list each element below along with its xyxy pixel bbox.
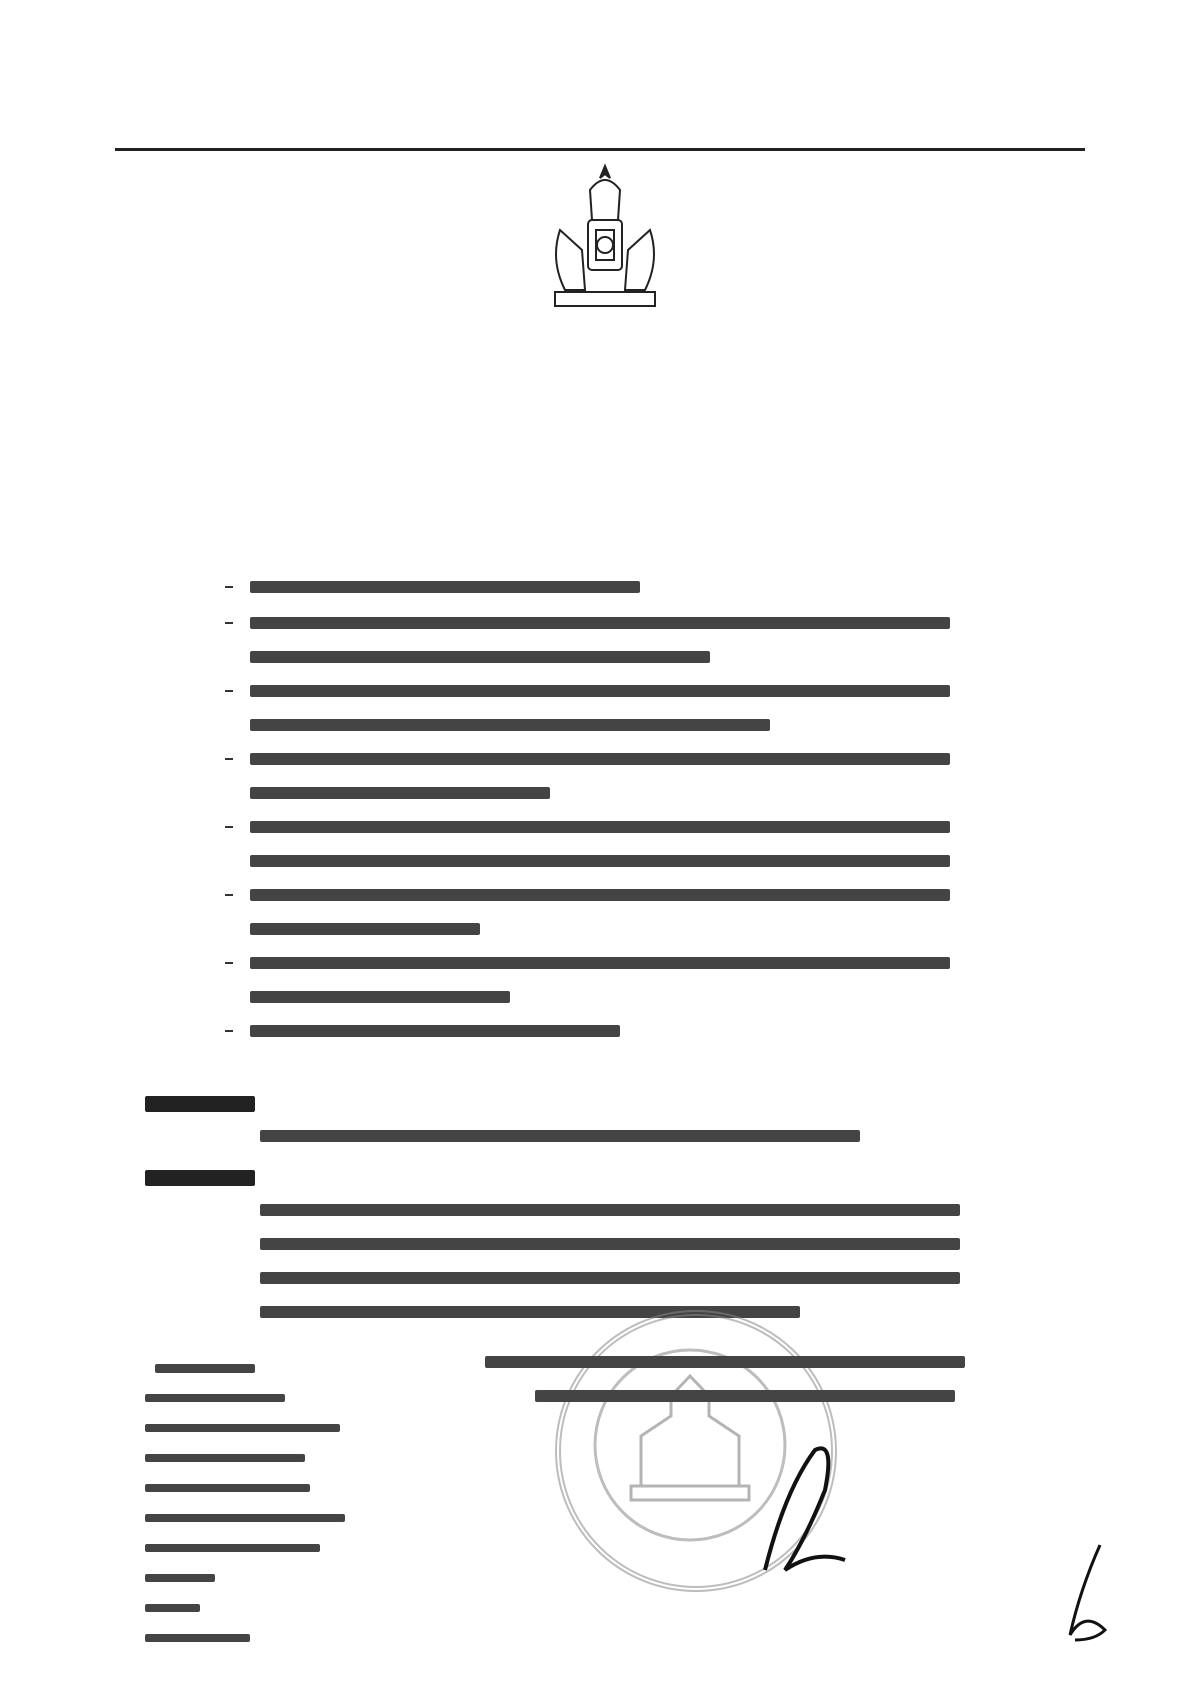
line-placeholder: [260, 1272, 960, 1284]
bullet: [225, 622, 233, 624]
line-placeholder: [260, 1130, 860, 1142]
article-heading: [145, 1096, 255, 1112]
line-placeholder: [250, 581, 640, 593]
line-placeholder: [145, 1454, 305, 1462]
line-placeholder: [260, 1204, 960, 1216]
initials-signature: [1050, 1540, 1120, 1650]
recipients-heading: [155, 1364, 255, 1373]
line-placeholder: [145, 1544, 320, 1552]
bullet: [225, 758, 233, 760]
line-placeholder: [250, 787, 550, 799]
article-heading: [145, 1170, 255, 1186]
line-placeholder: [250, 1025, 620, 1037]
line-placeholder: [485, 1356, 965, 1368]
kingdom-title: [465, 320, 745, 342]
bullet: [225, 690, 233, 692]
line-placeholder: [250, 617, 950, 629]
bullet: [225, 826, 233, 828]
issuing-authority: [530, 540, 680, 562]
decision-heading: [550, 1058, 660, 1080]
line-placeholder: [145, 1574, 215, 1582]
line-placeholder: [250, 889, 950, 901]
header-center: [445, 100, 745, 134]
line-placeholder: [145, 1604, 200, 1612]
line-placeholder: [250, 651, 710, 663]
running-header: [115, 100, 1085, 144]
line-placeholder: [250, 719, 770, 731]
header-rule: [115, 148, 1085, 151]
motto: [460, 360, 750, 382]
bullet: [225, 586, 233, 588]
line-placeholder: [535, 1390, 955, 1402]
line-placeholder: [145, 1514, 345, 1522]
line-placeholder: [145, 1394, 285, 1402]
line-placeholder: [145, 1634, 250, 1642]
header-right: [855, 100, 1085, 134]
line-placeholder: [250, 685, 950, 697]
line-placeholder: [250, 923, 480, 935]
signer-name: [645, 1602, 1005, 1624]
reference-number: [115, 400, 305, 422]
line-placeholder: [250, 753, 950, 765]
document-subject: [410, 495, 830, 517]
line-placeholder: [250, 855, 950, 867]
line-placeholder: [145, 1484, 310, 1492]
line-placeholder: [250, 821, 950, 833]
line-placeholder: [250, 991, 510, 1003]
handwritten-signature: [745, 1430, 865, 1580]
line-placeholder: [250, 957, 950, 969]
document-about: [590, 460, 650, 482]
royal-crest-emblem: [540, 160, 670, 320]
line-placeholder: [260, 1238, 960, 1250]
document-type: [545, 425, 695, 447]
bullet: [225, 894, 233, 896]
line-placeholder: [145, 1424, 340, 1432]
bullet: [225, 1030, 233, 1032]
bullet: [225, 962, 233, 964]
government-label: [115, 360, 285, 382]
header-left: [115, 100, 315, 134]
